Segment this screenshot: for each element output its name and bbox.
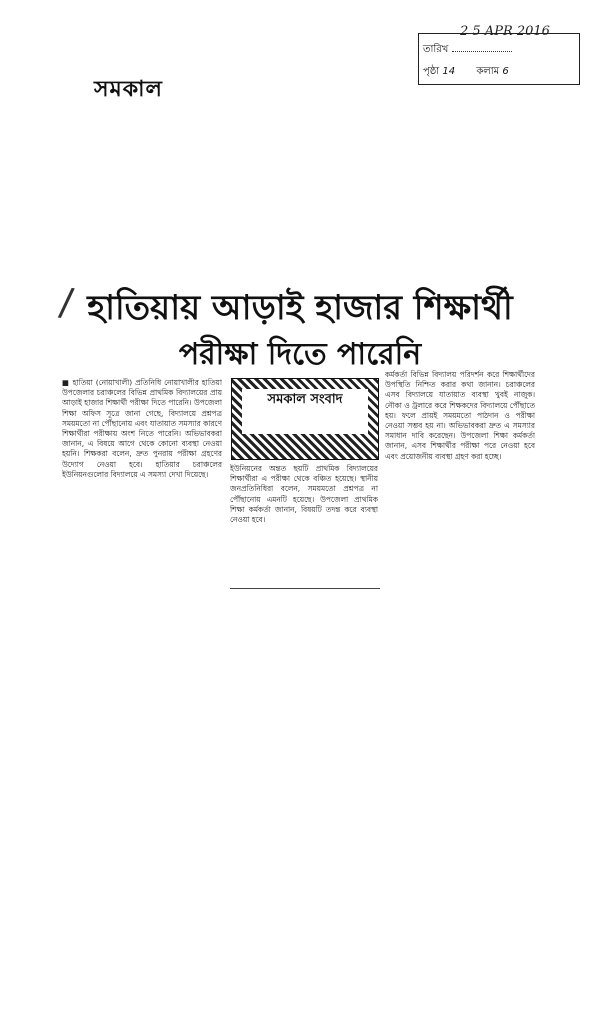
article-column-1: ■ হাতিয়া (নোয়াখালী) প্রতিনিধি নোয়াখালীর হাতিয়া উপজেলার চরাঞ্চলের বিভিন্ন প্রাথমিক বিদ্যালয়ের প্রায় আড়াই হাজার শিক্ষার্থী পরীক্ষা দিতে পারেনি। উপজেলা শিক্ষা অফিস সূত্রে জানা গেছে, বিদ্যালয়ে প্রশ্নপত্র সময়মতো না পৌঁছানোয় এবং যাতায়াত সমস্যার কারণে শিক্ষার্থীরা পরীক্ষায় অংশ নিতে পারেনি। অভিভাবকরা জানান, এ বিষয়ে আগে থেকে কোনো ব্যবস্থা নেওয়া হয়নি। শিক্ষকরা বলেন, দ্রুত পুনরায় পরীক্ষা গ্রহণের উদ্যোগ নেওয়া হবে। হাতিয়ার চরাঞ্চলের ইউনিয়নগুলোর বিদ্যালয়ে এ সমস্যা দেখা দিয়েছে। <box>62 378 222 479</box>
column-label: কলাম <box>476 66 500 77</box>
clip-stamp-box <box>418 33 580 85</box>
date-row <box>423 42 512 59</box>
handwritten-date: 2 5 APR 2016 <box>460 24 550 39</box>
headline-line-2: পরীক্ষা দিতে পারেনি <box>178 337 422 372</box>
photo-caption: সমকাল সংবাদ <box>242 389 368 434</box>
pen-mark: / <box>57 279 76 325</box>
page-label: পৃষ্ঠা <box>423 66 440 77</box>
date-label: তারিখ <box>423 44 449 55</box>
page-column-row <box>423 64 509 81</box>
newspaper-masthead: সমকাল <box>94 77 163 102</box>
headline-line-1: হাতিয়ায় আড়াই হাজার শিক্ষার্থী <box>87 288 513 328</box>
article-photo <box>231 378 379 460</box>
page-value: 14 <box>442 66 456 77</box>
column-value: 6 <box>502 66 509 77</box>
column-bottom-rule <box>230 588 380 589</box>
article-column-3: কর্মকর্তা বিভিন্ন বিদ্যালয় পরিদর্শন করে শিক্ষার্থীদের উপস্থিতি নিশ্চিত করার কথা জানান। চরাঞ্চলের এসব বিদ্যালয়ে যাতায়াত ব্যবস্থা খুবই নাজুক। নৌকা ও ট্রলারে করে শিক্ষকদের বিদ্যালয়ে পৌঁছাতে হয়। ফলে প্রায়ই সময়মতো পাঠদান ও পরীক্ষা নেওয়া সম্ভব হয় না। অভিভাবকরা দ্রুত এ সমস্যার সমাধান দাবি করেছেন। উপজেলা শিক্ষা কর্মকর্তা জানান, এসব শিক্ষার্থীর পরীক্ষা পরে নেওয়া হবে এবং প্রয়োজনীয় ব্যবস্থা গ্রহণ করা হচ্ছে। <box>385 370 535 461</box>
article-column-2: ইউনিয়নের অন্তত ছয়টি প্রাথমিক বিদ্যালয়ের শিক্ষার্থীরা এ পরীক্ষা থেকে বঞ্চিত হয়েছে। স্থানীয় জনপ্রতিনিধিরা বলেন, সময়মতো প্রশ্নপত্র না পৌঁছানোয় এমনটি হয়েছে। উপজেলা প্রাথমিক শিক্ষা কর্মকর্তা জানান, বিষয়টি তদন্ত করে ব্যবস্থা নেওয়া হবে। <box>230 464 378 525</box>
